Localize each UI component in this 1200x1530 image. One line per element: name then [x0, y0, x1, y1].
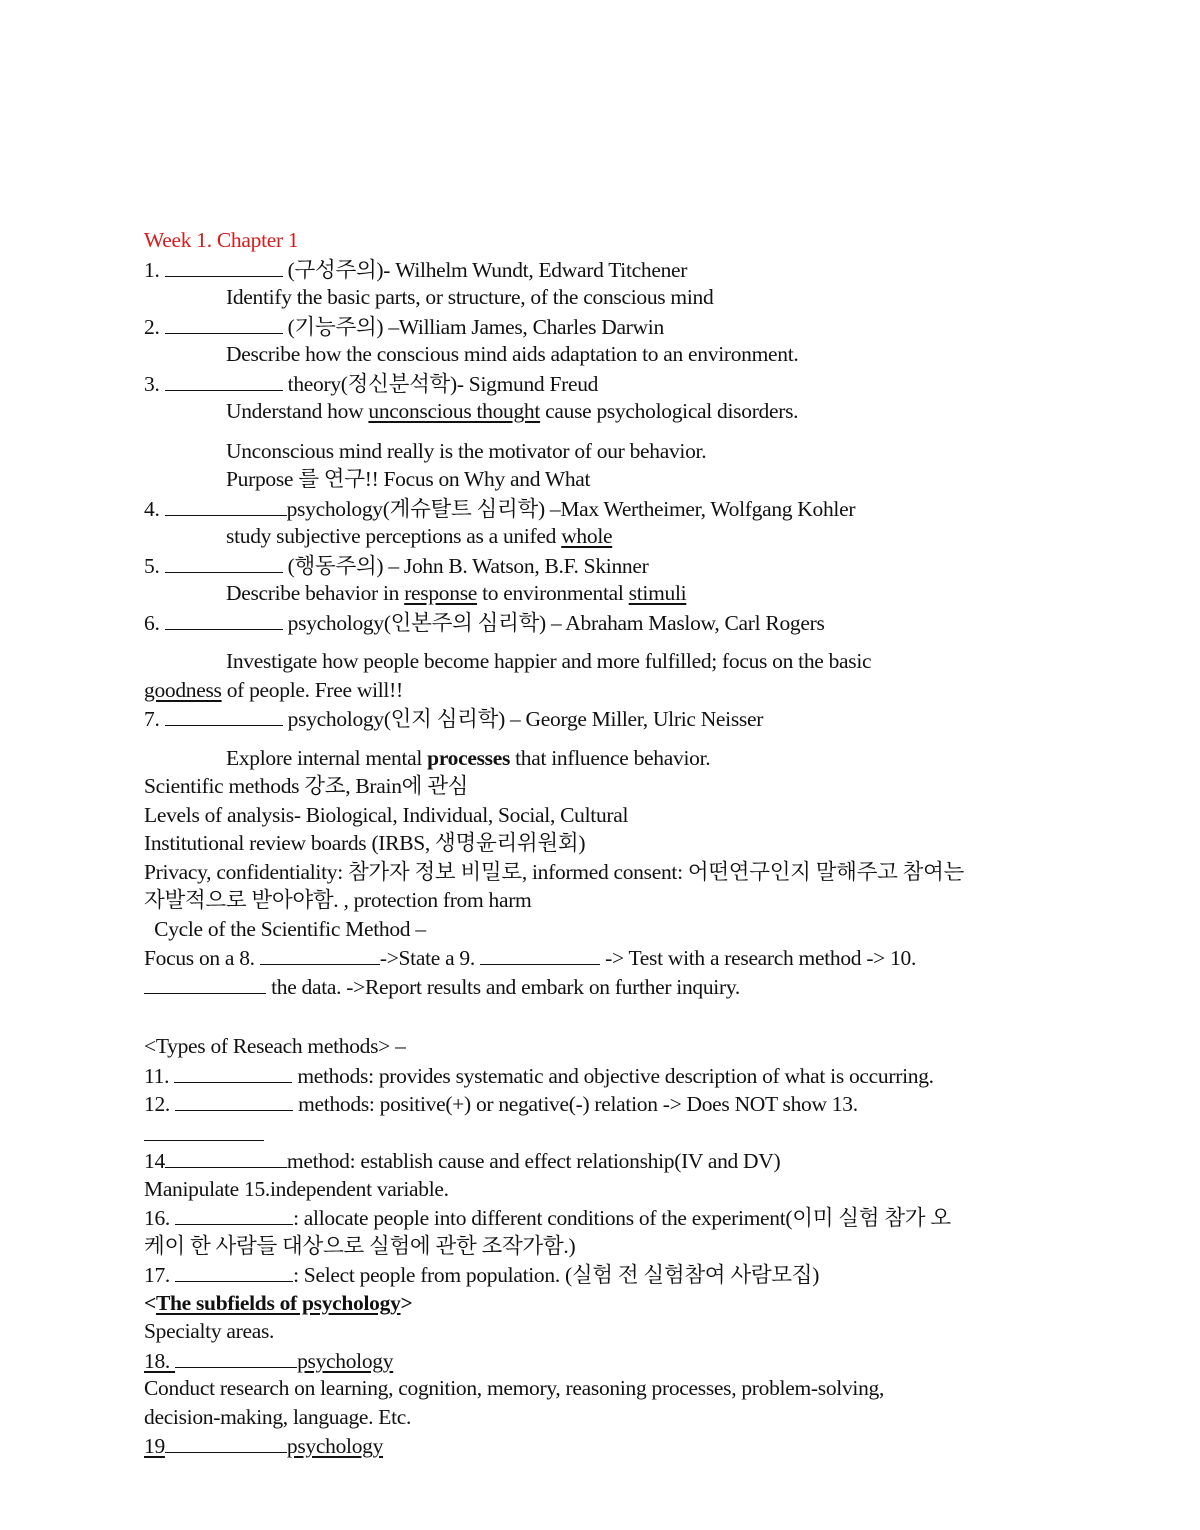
item-12 [144, 1089, 1074, 1118]
item-number: 3. [144, 371, 165, 396]
text: < [144, 1290, 156, 1315]
underlined-text: whole [561, 524, 613, 548]
item-3-purpose: Purpose 를 연구!! Focus on Why and What [226, 467, 591, 491]
item-4-description [144, 522, 1074, 551]
cycle-line-cont [144, 972, 1074, 1001]
item-18-description: Conduct research on learning, cognition, memory, reasoning processes, problem-solving, [144, 1376, 885, 1400]
text: -> Test with a research method -> 10. [600, 946, 917, 970]
item-number: 18. [144, 1348, 176, 1373]
item-text: method: establish cause and effect relationship(IV and DV) [286, 1149, 781, 1173]
item-number: 12. [144, 1092, 176, 1116]
item-1-description: Identify the basic parts, or structure, of the conscious mind [226, 285, 714, 309]
note-line: Scientific methods 강조, Brain에 관심 [144, 774, 469, 798]
underlined-text: stimuli [628, 581, 687, 605]
text: ->State a 9. [379, 946, 481, 970]
answer-blank [165, 255, 283, 277]
answer-blank [165, 551, 283, 573]
answer-blank [144, 1118, 264, 1141]
note-line: Institutional review boards (IRBS, 생명윤리위원회) [144, 831, 586, 855]
cycle-line [144, 943, 1074, 972]
page-title: Week 1. Chapter 1 [144, 228, 299, 252]
item-number: 6. [144, 610, 165, 635]
item-15: Manipulate 15.independent variable. [144, 1176, 449, 1201]
answer-blank [165, 369, 283, 391]
answer-blank [175, 1089, 293, 1111]
item-7 [144, 704, 1074, 733]
text: Understand how [226, 399, 369, 423]
item-11 [144, 1061, 1074, 1090]
item-18 [144, 1346, 1074, 1375]
answer-blank [260, 943, 380, 965]
item-7-description [144, 744, 1074, 773]
answer-blank [165, 312, 283, 334]
answer-blank [174, 1061, 292, 1083]
text: Explore internal mental [226, 745, 428, 770]
text: of people. Free will!! [221, 677, 403, 702]
item-13-blank-line [144, 1118, 1074, 1147]
item-4 [144, 494, 1074, 523]
section-heading: <Types of Reseach methods> – [144, 1034, 406, 1058]
answer-blank [144, 972, 266, 994]
underlined-text: goodness [144, 677, 222, 702]
answer-blank [480, 943, 600, 965]
item-5 [144, 551, 1074, 580]
text: cause psychological disorders. [540, 399, 799, 423]
note-line: 자발적으로 받아야함. , protection from harm [144, 888, 532, 912]
item-text: (구성주의)- Wilhelm Wundt, Edward Titchener [282, 257, 688, 282]
answer-blank [165, 494, 287, 516]
item-number: 2. [144, 314, 165, 339]
item-text: (기능주의) –William James, Charles Darwin [282, 314, 664, 339]
item-text: psychology(인본주의 심리학) – Abraham Maslow, Carl Rogers [282, 610, 825, 635]
text: study subjective perceptions as a unifed [226, 524, 562, 548]
item-number: 14 [144, 1149, 165, 1173]
note-line: Specialty areas. [144, 1319, 275, 1343]
bold-underlined-text: The subfields of psychology [155, 1290, 401, 1315]
note-line: Levels of analysis- Biological, Individual, Social, Cultural [144, 802, 629, 827]
item-3-description [144, 397, 1074, 426]
item-19 [144, 1431, 1074, 1460]
item-3-note: Unconscious mind really is the motivator of our behavior. [226, 438, 707, 463]
item-16 [144, 1203, 1074, 1232]
underlined-text: response [404, 581, 478, 605]
item-5-description [144, 579, 1074, 608]
item-number: 11. [144, 1063, 175, 1088]
item-text: psychology(게슈탈트 심리학) –Max Wertheimer, Wolfgang Kohler [286, 496, 856, 521]
note-line: Privacy, confidentiality: 참가자 정보 비밀로, informed consent: 어떤연구인지 말해주고 참여는 [144, 859, 965, 884]
text: Describe behavior in [226, 581, 405, 605]
answer-blank [165, 1146, 287, 1168]
item-text: methods: provides systematic and objective description of what is occurring. [292, 1063, 934, 1088]
item-number: 19 [144, 1434, 165, 1458]
text: that influence behavior. [510, 745, 711, 770]
section-heading [144, 1289, 1074, 1318]
item-2-description: Describe how the conscious mind aids adaptation to an environment. [226, 342, 799, 366]
answer-blank [175, 1203, 293, 1225]
item-text: : Select people from population. (실험 전 실험참여 사람모집) [293, 1263, 820, 1287]
underlined-text: unconscious thought [368, 399, 541, 423]
item-text: methods: positive(+) or negative(-) relation -> Does NOT show 13. [293, 1092, 858, 1116]
answer-blank [175, 1260, 293, 1282]
item-number: 17. [144, 1263, 176, 1287]
bold-text: processes [427, 745, 511, 770]
item-number: 7. [144, 707, 165, 731]
item-number: 1. [144, 257, 165, 282]
item-6-description: Investigate how people become happier and more fulfilled; focus on the basic [226, 649, 872, 673]
text: > [400, 1290, 413, 1315]
item-2 [144, 312, 1074, 341]
item-number: 5. [144, 553, 165, 578]
item-6 [144, 608, 1074, 637]
item-text: psychology [297, 1348, 394, 1373]
answer-blank [175, 1346, 297, 1368]
item-3 [144, 369, 1074, 398]
item-18-description-cont: decision-making, language. Etc. [144, 1404, 412, 1429]
answer-blank [165, 1431, 287, 1453]
text: to environmental [477, 581, 629, 605]
text: the data. ->Report results and embark on further inquiry. [266, 974, 740, 999]
item-number: 16. [144, 1206, 176, 1230]
answer-blank [165, 704, 283, 726]
note-line: Cycle of the Scientific Method – [144, 916, 426, 941]
item-17 [144, 1260, 1074, 1289]
item-text: : allocate people into different conditions of the experiment(이미 실험 참가 오 [293, 1206, 951, 1230]
item-16-cont: 케이 한 사람들 대상으로 실험에 관한 조작가함.) [144, 1233, 576, 1258]
item-14 [144, 1146, 1074, 1175]
item-6-description-cont [144, 676, 1074, 705]
item-text: psychology(인지 심리학) – George Miller, Ulric Neisser [282, 707, 764, 731]
answer-blank [165, 608, 283, 630]
item-text: (행동주의) – John B. Watson, B.F. Skinner [282, 553, 649, 578]
text: Focus on a 8. [144, 946, 260, 970]
item-1 [144, 255, 1074, 284]
item-text: theory(정신분석학)- Sigmund Freud [282, 371, 599, 396]
item-number: 4. [144, 496, 165, 521]
item-text: psychology [286, 1434, 384, 1458]
document-body [144, 226, 1074, 1460]
